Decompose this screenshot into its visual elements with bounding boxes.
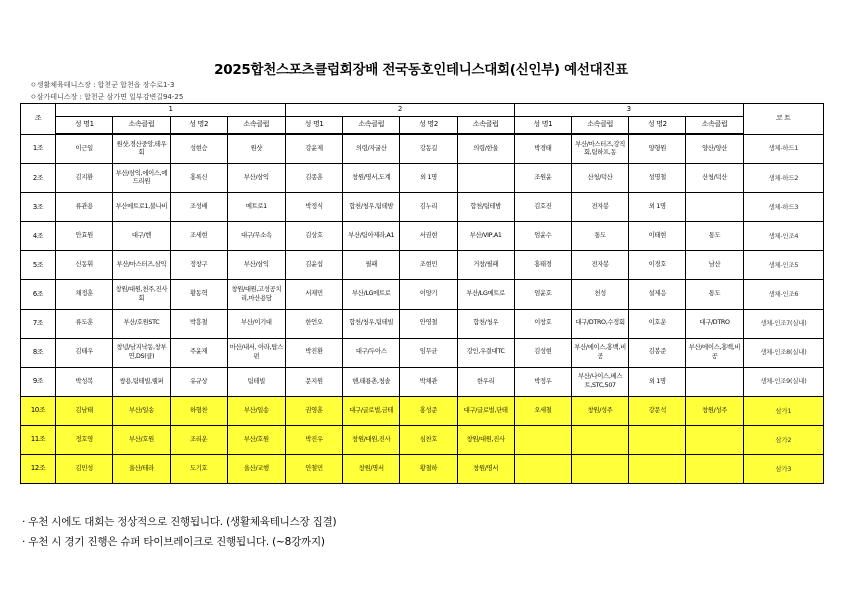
group-1-player2-header: 성 명2 bbox=[170, 117, 227, 135]
player1-cell: 엄윤수 bbox=[514, 222, 571, 251]
player1-cell: 채정훈 bbox=[56, 280, 113, 309]
club2-cell: 부산/삼익 bbox=[227, 251, 285, 280]
club1-cell: 부산/호원 bbox=[113, 425, 170, 454]
club2-cell: 마산/내서, 아라,탑스펀 bbox=[227, 338, 285, 367]
player2-cell: 설제응 bbox=[629, 280, 686, 309]
club2-cell: 대구/글로벌,단테 bbox=[457, 396, 514, 425]
player2-cell: 박채관 bbox=[400, 367, 457, 396]
club2-cell bbox=[686, 455, 743, 484]
club1-cell: 부산/나이스,베스트,STC,507 bbox=[572, 367, 629, 396]
jo-cell: 5조 bbox=[21, 251, 56, 280]
court-cell: 생체-하드3 bbox=[743, 193, 823, 222]
club1-cell: 부산/삼익,에이스,예드리원 bbox=[113, 164, 170, 193]
club1-cell: 대구/글로벌,금테 bbox=[343, 396, 400, 425]
player1-cell bbox=[514, 455, 571, 484]
court-cell: 생체-인조7(실내) bbox=[743, 309, 823, 338]
court-cell: 삼가1 bbox=[743, 396, 823, 425]
rain-note-1: · 우천 시에도 대회는 정상적으로 진행됩니다. (생활체육테니스장 집결) bbox=[22, 516, 337, 528]
group-2-club1-header: 소속클럽 bbox=[343, 117, 400, 135]
club2-cell: 부산/LG메트로 bbox=[457, 280, 514, 309]
club1-cell: 통도 bbox=[572, 222, 629, 251]
player2-cell: 조세현 bbox=[170, 222, 227, 251]
club2-cell: 팀테빌 bbox=[227, 367, 285, 396]
jo-cell: 2조 bbox=[21, 164, 56, 193]
club2-cell: 부산/삼익 bbox=[227, 164, 285, 193]
player2-cell: 조현민 bbox=[400, 251, 457, 280]
club2-cell: 통도 bbox=[686, 280, 743, 309]
club1-cell: 전자봉 bbox=[572, 193, 629, 222]
club2-cell: 부산/이기대 bbox=[227, 309, 285, 338]
club2-cell: 창원/명서 bbox=[457, 455, 514, 484]
player1-cell: 류도훈 bbox=[56, 309, 113, 338]
club2-cell bbox=[686, 367, 743, 396]
club1-cell: 대구/벤 bbox=[113, 222, 170, 251]
player2-cell bbox=[629, 425, 686, 454]
player2-cell: 이태현 bbox=[629, 222, 686, 251]
club1-cell bbox=[572, 425, 629, 454]
jo-header: 조 bbox=[21, 104, 56, 135]
court-cell: 생체-인조4 bbox=[743, 222, 823, 251]
player2-cell: 홍록신 bbox=[170, 164, 227, 193]
group-3-club1-header: 소속클럽 bbox=[572, 117, 629, 135]
club1-cell: 창녕/남지낙동,창부연,DS(클) bbox=[113, 338, 170, 367]
table-row bbox=[21, 309, 824, 338]
jo-cell: 9조 bbox=[21, 367, 56, 396]
club2-cell: 대구/DTRO bbox=[686, 309, 743, 338]
player2-cell: 성현승 bbox=[170, 134, 227, 164]
player1-cell: 박성복 bbox=[56, 367, 113, 396]
bracket-body bbox=[21, 134, 824, 484]
club1-cell: 부산/마스터즈,강직회,팀하프,동 bbox=[572, 134, 629, 164]
player1-cell: 김남태 bbox=[56, 396, 113, 425]
table-row bbox=[21, 396, 824, 425]
court-cell: 생체-인조9(실내) bbox=[743, 367, 823, 396]
club2-cell: 부산/에이스,홍백,비공 bbox=[686, 338, 743, 367]
jo-cell: 4조 bbox=[21, 222, 56, 251]
group-3-header: 3 bbox=[514, 104, 743, 117]
club1-cell: 필패 bbox=[343, 251, 400, 280]
table-row bbox=[21, 338, 824, 367]
club2-cell: 합천/팀테밤 bbox=[457, 193, 514, 222]
club2-cell: 부산/VIP,A1 bbox=[457, 222, 514, 251]
player1-cell: 박경태 bbox=[514, 134, 571, 164]
club1-cell: 전자봉 bbox=[572, 251, 629, 280]
player2-cell: 서권현 bbox=[400, 222, 457, 251]
table-row bbox=[21, 367, 824, 396]
player2-cell: 임무균 bbox=[400, 338, 457, 367]
club2-cell: 한우리 bbox=[457, 367, 514, 396]
group-3-player1-header: 성 명1 bbox=[514, 117, 571, 135]
player2-cell: 도기호 bbox=[170, 455, 227, 484]
column-header-row bbox=[21, 117, 824, 135]
table-row bbox=[21, 425, 824, 454]
table-row bbox=[21, 193, 824, 222]
player2-cell: 김누리 bbox=[400, 193, 457, 222]
table-row bbox=[21, 280, 824, 309]
club1-cell bbox=[572, 455, 629, 484]
club1-cell: 합천/청우,팀테밤 bbox=[343, 193, 400, 222]
venue-info-2: ㅇ삼가테니스장 : 합천군 삼가면 일부강변길94-25 bbox=[30, 93, 184, 101]
club2-cell: 산청/덕산 bbox=[686, 164, 743, 193]
club2-cell: 남산 bbox=[686, 251, 743, 280]
club1-cell: 창원/성주 bbox=[572, 396, 629, 425]
table-row bbox=[21, 134, 824, 164]
page-title: 2025합천스포츠클럽회장배 전국동호인테니스대회(신인부) 예선대진표 bbox=[214, 62, 628, 78]
club2-cell: 부산/일송 bbox=[227, 396, 285, 425]
club2-cell: 의령/한울 bbox=[457, 134, 514, 164]
group-1-header: 1 bbox=[56, 104, 286, 117]
player1-cell: 강윤제 bbox=[285, 134, 342, 164]
player1-cell: 박진우 bbox=[285, 425, 342, 454]
club2-cell: 메트로1 bbox=[227, 193, 285, 222]
venue-info-1: ㅇ생활체육테니스장 : 합천군 합천읍 장수로1-3 bbox=[30, 81, 175, 89]
jo-cell: 12조 bbox=[21, 455, 56, 484]
player1-cell: 류관용 bbox=[56, 193, 113, 222]
player2-cell: 강문석 bbox=[629, 396, 686, 425]
player2-cell: 안영철 bbox=[400, 309, 457, 338]
club2-cell: 합천/청우 bbox=[457, 309, 514, 338]
club1-cell: 부산/일송 bbox=[113, 396, 170, 425]
club2-cell: 양산/양산 bbox=[686, 134, 743, 164]
club1-cell: 합천/청우,팀테빌 bbox=[343, 309, 400, 338]
club1-cell: 창원/명서,도계 bbox=[343, 164, 400, 193]
player2-cell: 주윤재 bbox=[170, 338, 227, 367]
player2-cell: 심찬호 bbox=[400, 425, 457, 454]
court-cell: 생체-인조6 bbox=[743, 280, 823, 309]
table-row bbox=[21, 251, 824, 280]
player2-cell: 김봉준 bbox=[629, 338, 686, 367]
player1-cell: 박정식 bbox=[285, 193, 342, 222]
group-2-player2-header: 성 명2 bbox=[400, 117, 457, 135]
player1-cell: 김태우 bbox=[56, 338, 113, 367]
club1-cell: 대구/DTRO,수정회 bbox=[572, 309, 629, 338]
club1-cell: 부산/에이스,홍백,비공 bbox=[572, 338, 629, 367]
player2-cell: 정창구 bbox=[170, 251, 227, 280]
player1-cell: 김민성 bbox=[56, 455, 113, 484]
group-1-player1-header: 성 명1 bbox=[56, 117, 113, 135]
group-2-club2-header: 소속클럽 bbox=[457, 117, 514, 135]
club1-cell: 창원/대원,진사 bbox=[343, 425, 400, 454]
player1-cell: 김상호 bbox=[285, 222, 342, 251]
club1-cell: 부산/LG메트로 bbox=[343, 280, 400, 309]
club1-cell: 울산/테라 bbox=[113, 455, 170, 484]
club2-cell: 원샷 bbox=[227, 134, 285, 164]
player1-cell: 이근일 bbox=[56, 134, 113, 164]
player1-cell: 서재민 bbox=[285, 280, 342, 309]
player2-cell: 박흥철 bbox=[170, 309, 227, 338]
club2-cell: 강인,우결대TC bbox=[457, 338, 514, 367]
group-1-club2-header: 소속클럽 bbox=[227, 117, 285, 135]
group-3-club2-header: 소속클럽 bbox=[686, 117, 743, 135]
bracket-table bbox=[20, 103, 824, 484]
court-cell: 삼가3 bbox=[743, 455, 823, 484]
player2-cell: 외 1명 bbox=[629, 193, 686, 222]
player1-cell: 이창호 bbox=[514, 309, 571, 338]
player1-cell: 박진환 bbox=[285, 338, 342, 367]
player2-cell: 황동혁 bbox=[170, 280, 227, 309]
club2-cell: 거창/필패 bbox=[457, 251, 514, 280]
jo-cell: 1조 bbox=[21, 134, 56, 164]
player2-cell: 양형원 bbox=[629, 134, 686, 164]
player1-cell: 김지환 bbox=[56, 164, 113, 193]
club1-cell: 부산/호원STC bbox=[113, 309, 170, 338]
player2-cell: 유규상 bbox=[170, 367, 227, 396]
court-cell: 생체-하드2 bbox=[743, 164, 823, 193]
player2-cell: 이경호 bbox=[629, 251, 686, 280]
group-3-player2-header: 성 명2 bbox=[629, 117, 686, 135]
club2-cell bbox=[457, 164, 514, 193]
jo-cell: 10조 bbox=[21, 396, 56, 425]
group-header-row bbox=[21, 104, 824, 117]
player1-cell: 권영훈 bbox=[285, 396, 342, 425]
player2-cell: 조성배 bbox=[170, 193, 227, 222]
club1-cell: 원샷,경산중앙,테우회 bbox=[113, 134, 170, 164]
player2-cell: 이양기 bbox=[400, 280, 457, 309]
table-row bbox=[21, 164, 824, 193]
club1-cell: 산청/덕산 bbox=[572, 164, 629, 193]
player1-cell: 김윤섭 bbox=[285, 251, 342, 280]
club2-cell: 창원/성주 bbox=[686, 396, 743, 425]
court-cell: 삼가2 bbox=[743, 425, 823, 454]
player2-cell: 강동길 bbox=[400, 134, 457, 164]
club2-cell bbox=[686, 193, 743, 222]
player1-cell: 박정우 bbox=[514, 367, 571, 396]
player1-cell: 안효원 bbox=[56, 222, 113, 251]
group-2-player1-header: 성 명1 bbox=[285, 117, 342, 135]
jo-cell: 7조 bbox=[21, 309, 56, 338]
group-1-club1-header: 소속클럽 bbox=[113, 117, 170, 135]
club1-cell: 대구/두아스 bbox=[343, 338, 400, 367]
player2-cell bbox=[629, 455, 686, 484]
player2-cell: 이호운 bbox=[629, 309, 686, 338]
player1-cell: 정호영 bbox=[56, 425, 113, 454]
player1-cell: 안철민 bbox=[285, 455, 342, 484]
club1-cell: 헨,태룡촌,청솔 bbox=[343, 367, 400, 396]
club1-cell: 천성 bbox=[572, 280, 629, 309]
player2-cell: 조리운 bbox=[170, 425, 227, 454]
jo-cell: 6조 bbox=[21, 280, 56, 309]
club1-cell: 부산/팀아제라,A1 bbox=[343, 222, 400, 251]
club1-cell: 부산메트로1,불나비 bbox=[113, 193, 170, 222]
club1-cell: 부산/마스터즈,삼익 bbox=[113, 251, 170, 280]
court-cell: 생체-하드1 bbox=[743, 134, 823, 164]
jo-cell: 3조 bbox=[21, 193, 56, 222]
club1-cell: 쌍용,팀테빌,웰퍼 bbox=[113, 367, 170, 396]
player1-cell: 엄윤호 bbox=[514, 280, 571, 309]
jo-cell: 11조 bbox=[21, 425, 56, 454]
rain-note-2: · 우천 시 경기 진행은 슈퍼 타이브레이크로 진행됩니다. (~8강까지) bbox=[22, 536, 325, 548]
player1-cell: 김종훈 bbox=[285, 164, 342, 193]
club1-cell: 창원/대원,천주,진사회 bbox=[113, 280, 170, 309]
club2-cell: 통도 bbox=[686, 222, 743, 251]
player2-cell: 외 1명 bbox=[400, 164, 457, 193]
player1-cell: 오세철 bbox=[514, 396, 571, 425]
club2-cell: 울산/교행 bbox=[227, 455, 285, 484]
player1-cell: 김성현 bbox=[514, 338, 571, 367]
player2-cell: 외 1명 bbox=[629, 367, 686, 396]
court-cell: 생체-인조8(실내) bbox=[743, 338, 823, 367]
club2-cell bbox=[686, 425, 743, 454]
player1-cell: 한언오 bbox=[285, 309, 342, 338]
player2-cell: 황철하 bbox=[400, 455, 457, 484]
club2-cell: 창원/대원,고성공치리,마산용담 bbox=[227, 280, 285, 309]
group-2-header: 2 bbox=[285, 104, 514, 117]
player1-cell: 홍태경 bbox=[514, 251, 571, 280]
club2-cell: 부산/호원 bbox=[227, 425, 285, 454]
player1-cell: 신동휘 bbox=[56, 251, 113, 280]
court-cell: 생체-인조5 bbox=[743, 251, 823, 280]
club1-cell: 의령/자굴산 bbox=[343, 134, 400, 164]
player1-cell: 조원윤 bbox=[514, 164, 571, 193]
player2-cell: 홍성준 bbox=[400, 396, 457, 425]
player2-cell: 하형찬 bbox=[170, 396, 227, 425]
table-row bbox=[21, 222, 824, 251]
player1-cell: 김호진 bbox=[514, 193, 571, 222]
court-header: 코 트 bbox=[743, 104, 823, 135]
player1-cell: 문지원 bbox=[285, 367, 342, 396]
club2-cell: 대구/무소속 bbox=[227, 222, 285, 251]
player2-cell: 성명철 bbox=[629, 164, 686, 193]
club2-cell: 창원/대원,진사 bbox=[457, 425, 514, 454]
jo-cell: 8조 bbox=[21, 338, 56, 367]
player1-cell bbox=[514, 425, 571, 454]
club1-cell: 창원/명서 bbox=[343, 455, 400, 484]
table-row bbox=[21, 455, 824, 484]
